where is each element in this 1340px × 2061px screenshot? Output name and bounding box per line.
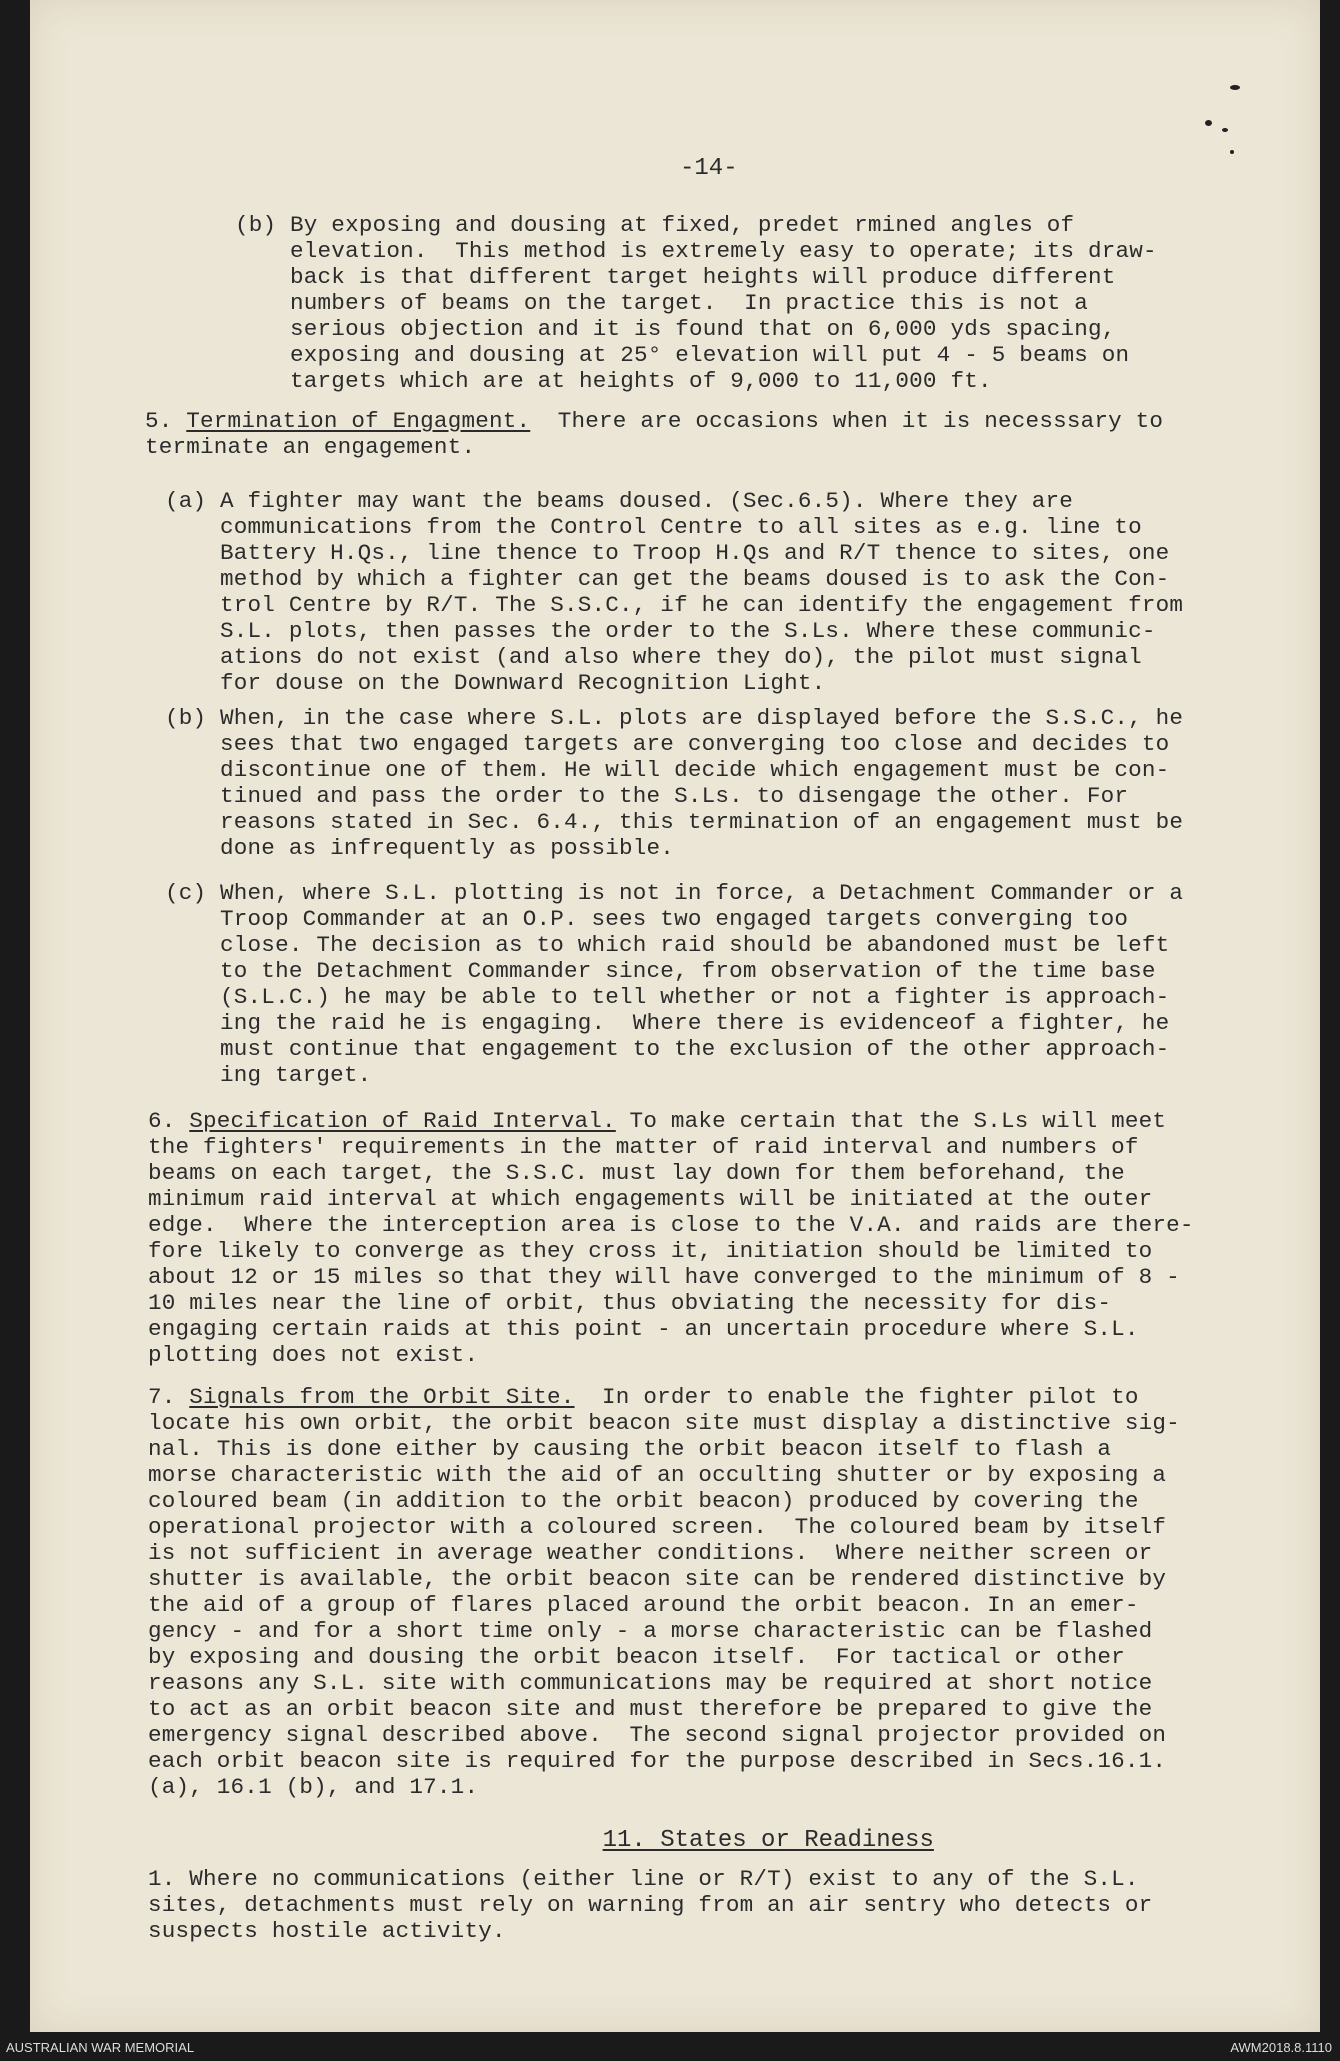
text-line: S.L. plots, then passes the order to the S.Ls. Where these communic- [165, 618, 1156, 644]
text-line: to the Detachment Commander since, from observation of the time base [165, 958, 1156, 984]
text-line: serious objection and it is found that on 6,000 yds spacing, [235, 316, 1116, 342]
text-line: terminate an engagement. [145, 434, 476, 460]
text-line: 6. Specification of Raid Interval. To make certain that the S.Ls will meet [148, 1108, 1167, 1134]
ink-speck [1205, 120, 1212, 126]
text-line: morse characteristic with the aid of an occulting shutter or by exposing a [148, 1462, 1167, 1488]
page-number: -14- [680, 155, 738, 182]
text-line: beams on each target, the S.S.C. must lay down for them beforehand, the [148, 1160, 1125, 1186]
text-line: plotting does not exist. [148, 1342, 479, 1368]
text-line: minimum raid interval at which engagements will be initiated at the outer [148, 1186, 1153, 1212]
text-line: each orbit beacon site is required for the purpose described in Secs.16.1. [148, 1748, 1167, 1774]
section-heading: Specification of Raid Interval. [189, 1108, 616, 1134]
text-line: (a), 16.1 (b), and 17.1. [148, 1774, 479, 1800]
text-line: sites, detachments must rely on warning from an air sentry who detects or [148, 1892, 1153, 1918]
text-line: for douse on the Downward Recognition Light. [165, 670, 826, 696]
text-line: targets which are at heights of 9,000 to 11,000 ft. [235, 368, 992, 394]
text-line: exposing and dousing at 25° elevation will put 4 - 5 beams on [235, 342, 1130, 368]
text-line: ing target. [165, 1062, 372, 1088]
text-line: nal. This is done either by causing the orbit beacon itself to flash a [148, 1436, 1112, 1462]
text-line: operational projector with a coloured screen. The coloured beam by itself [148, 1514, 1167, 1540]
text-line: locate his own orbit, the orbit beacon site must display a distinctive sig- [148, 1410, 1180, 1436]
text-line: engaging certain raids at this point - an uncertain procedure where S.L. [148, 1316, 1139, 1342]
section-11-paragraph-1 [148, 1866, 1152, 1944]
footer-right: AWM2018.8.1110 [1230, 2040, 1332, 2055]
section-11-heading: 11. States or Readiness [602, 1827, 934, 1854]
text-line: fore likely to converge as they cross it, initiation should be limited to [148, 1238, 1153, 1264]
text-line: (a) A fighter may want the beams doused. (Sec.6.5). Where they are [165, 488, 1074, 514]
archive-footer [0, 2036, 1340, 2061]
text-line: reasons stated in Sec. 6.4., this termination of an engagement must be [165, 809, 1184, 835]
text-line: close. The decision as to which raid should be abandoned must be left [165, 932, 1170, 958]
text-line: communications from the Control Centre to all sites as e.g. line to [165, 514, 1142, 540]
text-line: the fighters' requirements in the matter of raid interval and numbers of [148, 1134, 1139, 1160]
text-line: reasons any S.L. site with communications may be required at short notice [148, 1670, 1153, 1696]
document-page [30, 0, 1320, 2032]
text-line: shutter is available, the orbit beacon site can be rendered distinctive by [148, 1566, 1167, 1592]
text-line: back is that different target heights will produce different [235, 264, 1116, 290]
text-line: trol Centre by R/T. The S.S.C., if he can identify the engagement from [165, 592, 1184, 618]
text-line: the aid of a group of flares placed around the orbit beacon. In an emer- [148, 1592, 1139, 1618]
section-6-raid-interval [148, 1108, 1194, 1368]
paragraph-b-exposing-dousing [235, 212, 1157, 394]
section-heading: Termination of Engagment. [186, 408, 531, 434]
text-line: discontinue one of them. He will decide which engagement must be con- [165, 757, 1170, 783]
text-line: edge. Where the interception area is close to the V.A. and raids are there- [148, 1212, 1194, 1238]
text-line: 1. Where no communications (either line or R/T) exist to any of the S.L. [148, 1866, 1139, 1892]
paragraph-5b [165, 705, 1183, 861]
text-line: 7. Signals from the Orbit Site. In order to enable the fighter pilot to [148, 1384, 1139, 1410]
text-line: ations do not exist (and also where they do), the pilot must signal [165, 644, 1142, 670]
text-line: elevation. This method is extremely easy to operate; its draw- [235, 238, 1157, 264]
text-line: (b) When, in the case where S.L. plots are displayed before the S.S.C., he [165, 705, 1184, 731]
text-line: gency - and for a short time only - a morse characteristic can be flashed [148, 1618, 1153, 1644]
text-line: sees that two engaged targets are converging too close and decides to [165, 731, 1170, 757]
text-line: Troop Commander at an O.P. sees two engaged targets converging too [165, 906, 1129, 932]
text-line: (c) When, where S.L. plotting is not in force, a Detachment Commander or a [165, 880, 1184, 906]
text-line: to act as an orbit beacon site and must therefore be prepared to give the [148, 1696, 1153, 1722]
text-line: ing the raid he is engaging. Where there is evidenceof a fighter, he [165, 1010, 1170, 1036]
text-line: (S.L.C.) he may be able to tell whether or not a fighter is approach- [165, 984, 1170, 1010]
text-line: is not sufficient in average weather conditions. Where neither screen or [148, 1540, 1153, 1566]
text-line: 10 miles near the line of orbit, thus obviating the necessity for dis- [148, 1290, 1112, 1316]
paragraph-5a [165, 488, 1183, 696]
text-line: suspects hostile activity. [148, 1918, 506, 1944]
text-line: 5. Termination of Engagment. There are occasions when it is necesssary to [145, 408, 1164, 434]
text-line: coloured beam (in addition to the orbit beacon) produced by covering the [148, 1488, 1139, 1514]
section-7-orbit-signals [148, 1384, 1180, 1800]
text-line: must continue that engagement to the exclusion of the other approach- [165, 1036, 1170, 1062]
text-line: by exposing and dousing the orbit beacon itself. For tactical or other [148, 1644, 1125, 1670]
paragraph-5c [165, 880, 1183, 1088]
text-line: Battery H.Qs., line thence to Troop H.Qs and R/T thence to sites, one [165, 540, 1170, 566]
ink-speck [1230, 85, 1240, 90]
footer-left: AUSTRALIAN WAR MEMORIAL [6, 2040, 195, 2055]
text-line: method by which a fighter can get the beams doused is to ask the Con- [165, 566, 1170, 592]
text-line: (b) By exposing and dousing at fixed, predet rmined angles of [235, 212, 1075, 238]
text-line: numbers of beams on the target. In practice this is not a [235, 290, 1089, 316]
text-line: about 12 or 15 miles so that they will have converged to the minimum of 8 - [148, 1264, 1180, 1290]
text-line: emergency signal described above. The second signal projector provided on [148, 1722, 1167, 1748]
text-line: tinued and pass the order to the S.Ls. to disengage the other. For [165, 783, 1129, 809]
section-5-termination [145, 408, 1163, 460]
text-line: done as infrequently as possible. [165, 835, 675, 861]
ink-speck [1230, 150, 1234, 154]
ink-speck [1222, 128, 1228, 132]
section-heading: Signals from the Orbit Site. [189, 1384, 575, 1410]
